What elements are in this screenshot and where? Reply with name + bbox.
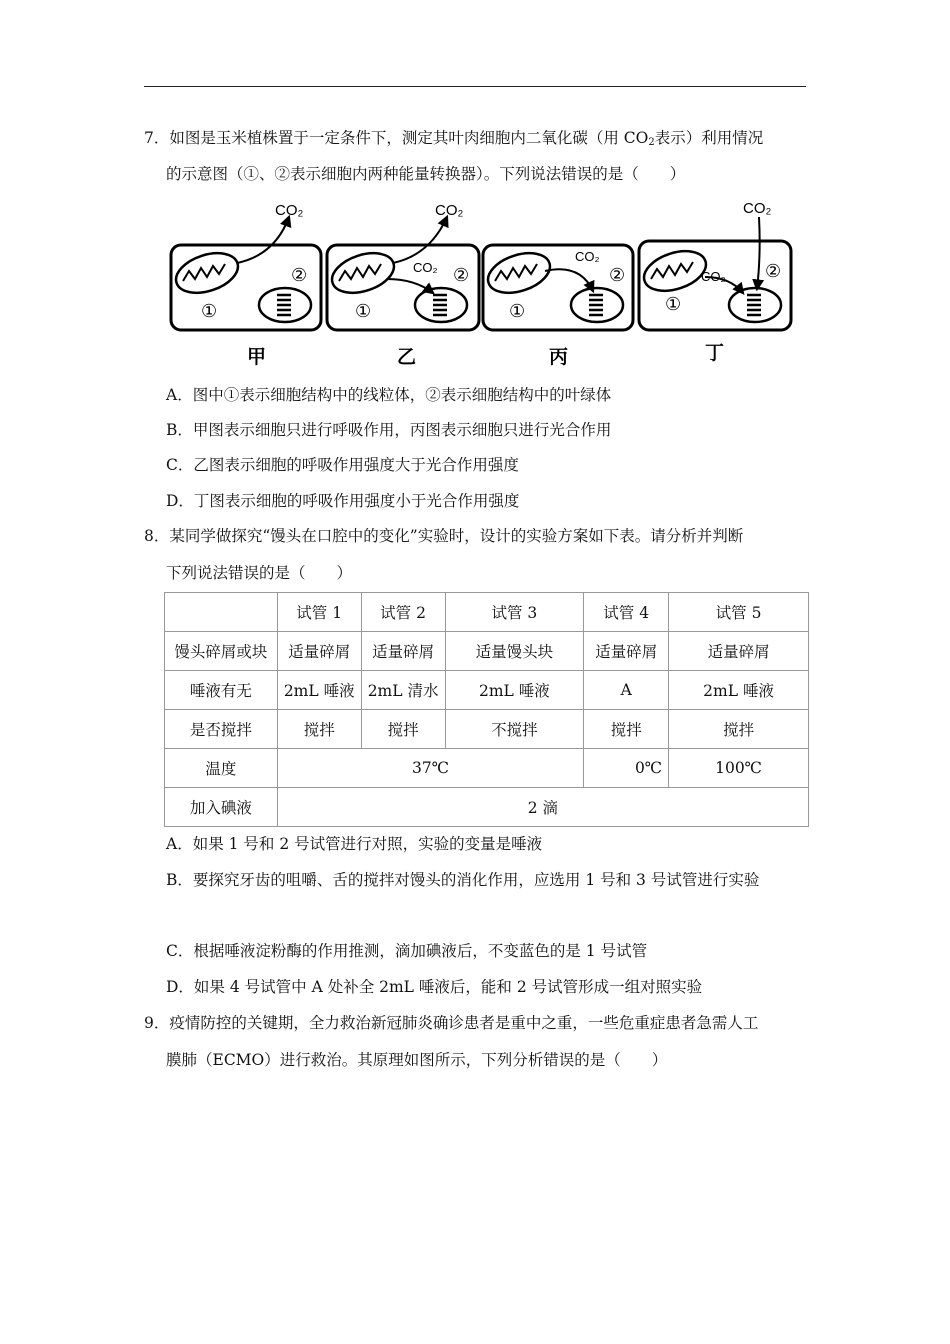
table-row bbox=[165, 632, 809, 671]
table-cell: 不搅拌 bbox=[445, 710, 584, 749]
co2-label: CO₂ bbox=[575, 249, 600, 264]
table-cell: A bbox=[584, 671, 669, 710]
panel-bing bbox=[483, 245, 633, 330]
chloroplast-icon bbox=[729, 288, 781, 322]
q7-figure bbox=[165, 195, 800, 375]
q7-stem-line2: 的示意图（①、②表示细胞内两种能量转换器）。下列说法错误的是（ ） bbox=[166, 165, 686, 183]
table-cell bbox=[165, 593, 278, 632]
table-cell: 搅拌 bbox=[584, 710, 669, 749]
panel-label: 丁 bbox=[705, 343, 725, 364]
mitochondrion-icon bbox=[171, 246, 243, 300]
panel-jia bbox=[171, 202, 321, 330]
table-cell: 搅拌 bbox=[361, 710, 445, 749]
q7-option-a: A．图中①表示细胞结构中的线粒体，②表示细胞结构中的叶绿体 bbox=[166, 386, 612, 404]
co2-label: CO₂ bbox=[275, 202, 304, 219]
table-cell: 2mL 唾液 bbox=[277, 671, 361, 710]
label-1: ① bbox=[665, 294, 682, 314]
label-2: ② bbox=[765, 261, 782, 281]
q8-stem-line1: 8．某同学做探究“馒头在口腔中的变化”实验时，设计的实验方案如下表。请分析并判断 bbox=[144, 527, 744, 545]
table-header: 试管 5 bbox=[669, 593, 809, 632]
chloroplast-icon bbox=[259, 288, 311, 322]
table-cell: 馒头碎屑或块 bbox=[165, 632, 278, 671]
label-2: ② bbox=[291, 265, 308, 285]
table-cell: 适量馒头块 bbox=[445, 632, 584, 671]
q8-stem-line2: 下列说法错误的是（ ） bbox=[166, 564, 353, 582]
q8-option-a: A．如果 1 号和 2 号试管进行对照，实验的变量是唾液 bbox=[166, 835, 543, 853]
chloroplast-icon bbox=[571, 288, 623, 322]
experiment-table bbox=[164, 592, 809, 827]
table-cell: 37℃ bbox=[277, 749, 584, 788]
q8-option-b: B．要探究牙齿的咀嚼、舌的搅拌对馒头的消化作用，应选用 1 号和 3 号试管进行实验 bbox=[166, 871, 760, 889]
panel-yi bbox=[327, 202, 479, 330]
co2-label: CO₂ bbox=[701, 269, 726, 284]
q9-stem-line2: 膜肺（ECMO）进行救治。其原理如图所示，下列分析错误的是（ ） bbox=[166, 1051, 668, 1069]
co2-arrow bbox=[545, 269, 593, 291]
co2-label: CO₂ bbox=[413, 260, 438, 275]
table-row bbox=[165, 671, 809, 710]
panel-label: 甲 bbox=[247, 347, 267, 368]
table-header: 试管 1 bbox=[277, 593, 361, 632]
co2-arrow bbox=[757, 217, 760, 289]
table-cell: 温度 bbox=[165, 749, 278, 788]
co2-label: CO₂ bbox=[435, 202, 464, 219]
table-row bbox=[165, 749, 809, 788]
label-1: ① bbox=[201, 301, 218, 321]
panel-label: 丙 bbox=[549, 347, 569, 368]
table-cell: 唾液有无 bbox=[165, 671, 278, 710]
label-1: ① bbox=[509, 301, 526, 321]
mitochondrion-icon bbox=[483, 246, 555, 300]
table-cell: 是否搅拌 bbox=[165, 710, 278, 749]
table-row bbox=[165, 593, 809, 632]
q8-option-c: C．根据唾液淀粉酶的作用推测，滴加碘液后，不变蓝色的是 1 号试管 bbox=[166, 942, 648, 960]
panel-label: 乙 bbox=[397, 347, 417, 368]
table-cell: 适量碎屑 bbox=[361, 632, 445, 671]
table-cell: 2mL 唾液 bbox=[669, 671, 809, 710]
table-cell: 2mL 清水 bbox=[361, 671, 445, 710]
mitochondrion-icon bbox=[327, 246, 399, 300]
q7-option-c: C．乙图表示细胞的呼吸作用强度大于光合作用强度 bbox=[166, 456, 519, 474]
co2-arrow bbox=[237, 217, 289, 263]
table-header: 试管 2 bbox=[361, 593, 445, 632]
label-2: ② bbox=[609, 265, 626, 285]
q7-option-b: B．甲图表示细胞只进行呼吸作用，丙图表示细胞只进行光合作用 bbox=[166, 421, 612, 439]
panel-ding bbox=[639, 200, 791, 330]
q7-option-d: D．丁图表示细胞的呼吸作用强度小于光合作用强度 bbox=[166, 492, 520, 510]
co2-label: CO₂ bbox=[743, 200, 772, 217]
label-2: ② bbox=[453, 265, 470, 285]
table-cell: 搅拌 bbox=[669, 710, 809, 749]
table-header: 试管 3 bbox=[445, 593, 584, 632]
chloroplast-icon bbox=[415, 288, 467, 322]
table-cell: 适量碎屑 bbox=[584, 632, 669, 671]
header-rule bbox=[144, 86, 806, 87]
q8-option-d: D．如果 4 号试管中 A 处补全 2mL 唾液后，能和 2 号试管形成一组对照实验 bbox=[166, 978, 703, 996]
table-cell: 0℃ bbox=[584, 749, 669, 788]
co2-arrow bbox=[393, 217, 447, 263]
table-header: 试管 4 bbox=[584, 593, 669, 632]
label-1: ① bbox=[355, 301, 372, 321]
table-cell: 2 滴 bbox=[277, 788, 808, 827]
table-row bbox=[165, 710, 809, 749]
table-cell: 适量碎屑 bbox=[277, 632, 361, 671]
q7-stem-line1: 7．如图是玉米植株置于一定条件下，测定其叶肉细胞内二氧化碳（用 $CO_2$表示）利用情况 bbox=[144, 129, 764, 148]
q9-stem-line1: 9．疫情防控的关键期，全力救治新冠肺炎确诊患者是重中之重，一些危重症患者急需人工 bbox=[144, 1014, 759, 1032]
table-cell: 2mL 唾液 bbox=[445, 671, 584, 710]
table-row bbox=[165, 788, 809, 827]
table-cell: 100℃ bbox=[669, 749, 809, 788]
table-cell: 加入碘液 bbox=[165, 788, 278, 827]
table-cell: 搅拌 bbox=[277, 710, 361, 749]
table-cell: 适量碎屑 bbox=[669, 632, 809, 671]
